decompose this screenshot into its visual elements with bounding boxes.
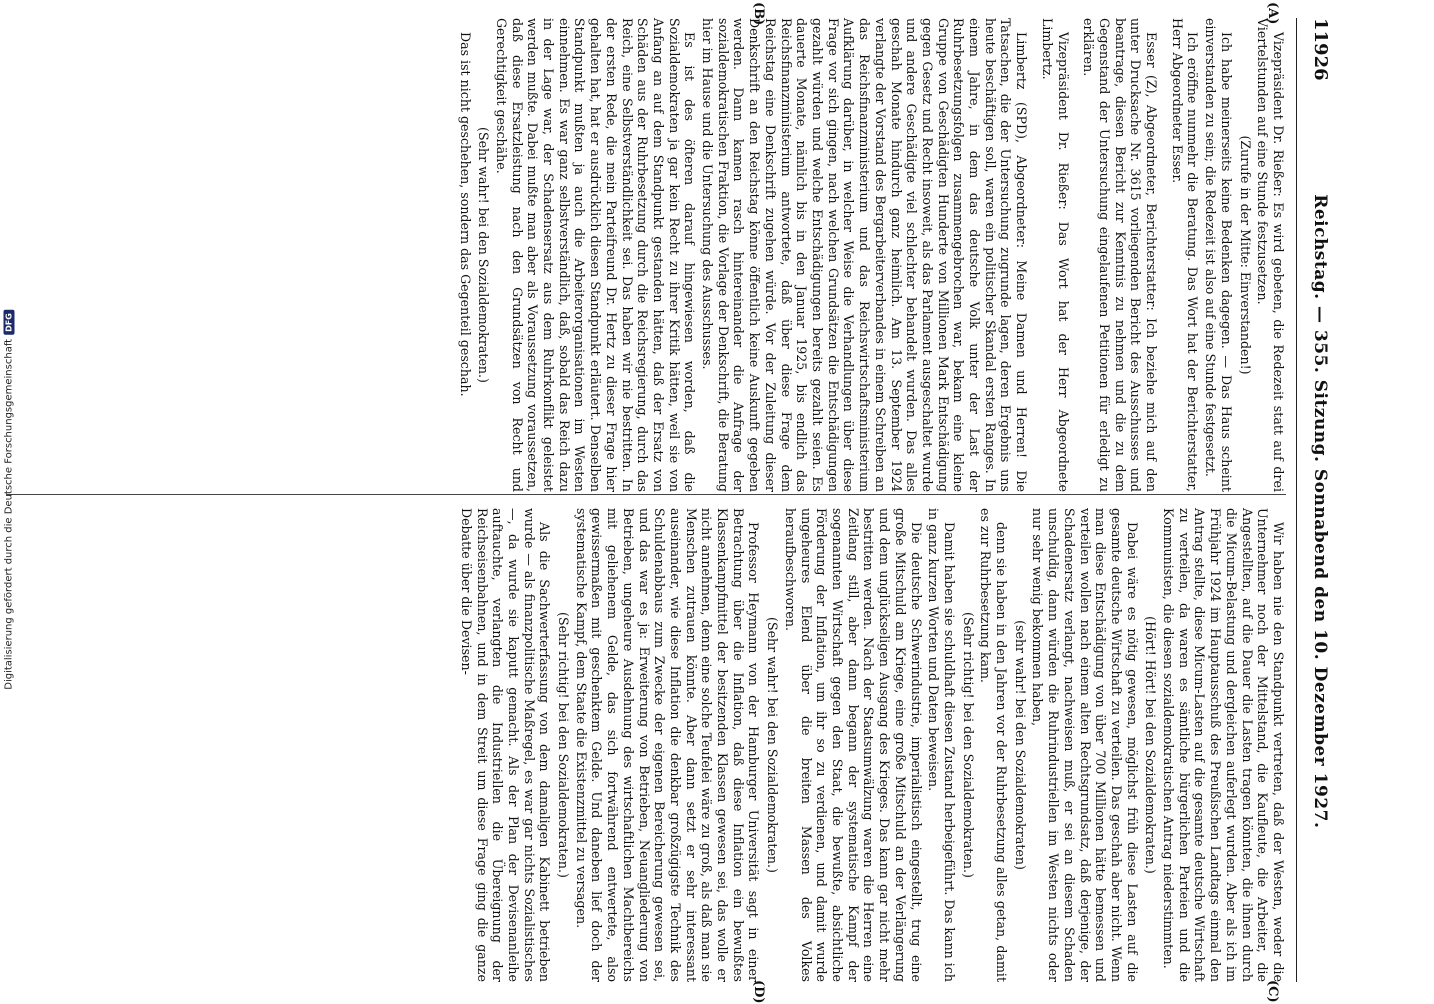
left-column <box>455 18 1286 492</box>
paragraph: Als die Sachwerterfassung von dem damaligen Kabinett betrieben wurde — als finanzpolitische Maßregel, es war gar nichts Sozialistisches —, da wurde sie kaputt gemacht. Als der Plan der Devisenanleihe auftauchte, verlangten die Industriellen die Übereignung der Reichseisenbahnen, und in dem Streit um diese Frage ging die ganze Debatte über die Devisen- <box>458 508 553 982</box>
interjection: (Sehr richtig! bei den Sozialdemokraten.) <box>556 612 572 878</box>
interjection: (Hört! Hört! bei den Sozialdemokraten.) <box>1143 616 1159 874</box>
margin-marker-a: (A) <box>1265 2 1280 25</box>
page-number: 11926 <box>1310 18 1331 81</box>
paragraph: Dabei wäre es nötig gewesen, möglichst früh diese Lasten auf die gesamte deutsche Wirtschaft zu verteilen. Das geschah aber nicht. Wenn man diese Entschädigung von über 700 Millionen hätte bemessen und verteilen wollen nach einem alten Rechtsgrundsatz, daß derjenige, der Schadenersatz verlangt, nachweisen muß, er sei an diesem Schaden unschuldig, dann würden die Ruhrindustriellen im Westen nichts oder nur sehr wenig bekommen haben, <box>1030 508 1140 982</box>
interjection: (Sehr richtig! bei den Sozialdemokraten.) <box>960 612 976 878</box>
dfg-logo: DFG <box>4 310 15 335</box>
paragraph: Die deutsche Schwerindustrie, imperialistisch eingestellt, trug eine große Mitschuld am Kriege, eine große Mitschuld an der Verlängerung und dem unglückseligen Ausgang des Krieges. Das kann gar nicht mehr bestritten werden. Nach der Staatsumwälzung waren die Herren eine Zeitlang still, aber dann begann der systematische Kampf der sogenannten Wirtschaft gegen den Staat, die bewußte, absichtliche Förderung der Inflation, um ihr so zu verdienen, und damit wurde ungeheures Elend über die breiten Massen des Volkes heraufbeschworen. <box>782 508 924 982</box>
margin-marker-d: (D) <box>751 980 766 1004</box>
paragraph: Ich eröffne nunmehr die Beratung. Das Wort hat der Berichterstatter, Herr Abgeordneter Esser. <box>1169 18 1201 492</box>
margin-marker-b: (B) <box>751 2 766 26</box>
page-header <box>1296 18 1331 982</box>
paragraph: Damit haben sie schuldhaft diesen Zustand herbeigeführt. Das kann ich in ganz kurzen Worten und Daten beweisen. <box>926 508 957 982</box>
right-column <box>456 508 1286 982</box>
paragraph: Wir haben nie den Standpunkt vertreten, daß der Westen, weder die Unternehmer noch der Mittelstand, die Kaufleute, die Arbeiter, die Angestellten, auf die Dauer die Lasten tragen könnten, die ihnen durch die Micum-Belastung und dergleichen auferlegt wurden. Aber als ich im Frühjahr 1924 im Hauptausschuß des Preußischen Landtags einmal den Antrag stellte, diese Micum-Lasten auf die gesamte deutsche Wirtschaft zu verteilen, da waren es sämtliche bürgerlichen Parteien und die Kommunisten, die diesen sozialdemokratischen Antrag niederstimmten. <box>1161 508 1286 982</box>
paragraph: Esser (Z), Abgeordneter, Berichterstatter: Ich beziehe mich auf den unter Drucksache Nr. 3615 vorliegenden Bericht des Ausschusses und beantrage, diesen Bericht zur Kenntnis zu nehmen und die zu dem Gegenstand der Untersuchung eingelaufenen Petitionen für erledigt zu erklären. <box>1081 18 1160 492</box>
paragraph: Vizepräsident Dr. Rießer: Es wird gebeten, die Redezeit statt auf drei Viertelstunden auf eine Stunde festzusetzen. <box>1255 18 1286 492</box>
paragraph: Ich habe meinerseits keine Bedenken dagegen. — Das Haus scheint einverstanden zu sein; die Redezeit ist also auf eine Stunde festgesetzt. <box>1203 18 1234 492</box>
funding-text: Digitalisierung gefördert durch die Deutsche Forschungsgemeinschaft <box>3 338 15 690</box>
interjection: (Sehr wahr! bei den Sozialdemokraten.) <box>476 127 492 383</box>
interjection: (Sehr wahr! bei den Sozialdemokraten.) <box>765 617 781 873</box>
margin-marker-c: (C) <box>1265 980 1280 1003</box>
page-title: Reichstag. — 355. Sitzung. Sonnabend den 10. Dezember 1927. <box>1310 194 1330 829</box>
paragraph: Vizepräsident Dr. Rießer: Das Wort hat der Herr Abgeordnete Limbertz. <box>1039 18 1071 492</box>
paragraph: denn sie haben in den Jahren vor der Ruhrbesetzung alles getan, damit es zur Ruhrbesetzung kam. <box>978 508 1010 982</box>
paragraph: Limbertz (SPD), Abgeordneter: Meine Damen und Herren! Die Tatsachen, die der Untersuchung zugrunde lagen, deren Ergebnis uns heute beschäftigen soll, waren ein politischer Skandal ersten Ranges. In einem Jahre, in dem das deutsche Volk unter der Last der Ruhrbesetzungsfolgen zusammengebrochen war, bekam eine kleine Gruppe von Geschädigten Hunderte von Millionen Mark Entschädigung gegen Gesetz und Recht insoweit, als das Parlament ausgeschaltet wurde und andere Geschädigte viel schlechter behandelt wurden. Das alles geschah Monate hindurch ganz heimlich. Am 13. September 1924 verlangte der Vorstand des Bergarbeiterverbandes in einem Schreiben an das Reichsfinanzministerium und das Reichswirtschaftsministerium Aufklärung darüber, in welcher Weise die Verhandlungen über diese Frage vor sich gingen, nach welchen Grundsätzen die Entschädigungen gezahlt würden und welche Entschädigungen bereits gezahlt seien. Es dauerte Monate, nämlich bis in den Januar 1925, bis endlich das Reichsfinanzministerium antwortete, daß über diese Frage dem Reichstag eine Denkschrift zugehen würde. Vor der Zuleitung dieser Denkschrift an den Reichstag könne öffentlich keine Auskunft gegeben werden. Dann kamen rasch hintereinander die Anfrage der sozialdemokratischen Fraktion, die Vorlage der Denkschrift, die Beratung hier im Hause und die Untersuchung des Ausschusses. <box>700 18 1030 492</box>
column-divider <box>6 494 1286 495</box>
paragraph: Es ist des öfteren darauf hingewiesen worden, daß die Sozialdemokraten ja gar kein Recht zu ihrer Kritik hätten, weil sie von Anfang an auf dem Standpunkt gestanden hätten, daß der Ersatz von Schäden aus der Ruhrbesetzung durch die Reichsregierung, durch das Reich, eine Selbstverständlichkeit sei. Das haben wir nie bestritten. In der ersten Rede, die mein Parteifreund Dr. Hertz zu dieser Frage hier gehalten hat, hat er ausdrücklich diesen Standpunkt erläutert. Denselben Standpunkt mußten ja auch die Arbeiterorganisationen im Westen einnehmen. Es war ganz selbstverständlich, daß, sobald das Reich dazu in der Lage war, der Schadensersatz aus dem Ruhrkonflikt geleistet werden mußte. Dabei mußte man aber als Voraussetzung voraussetzen, daß diese Ersatzleistung nach den Grundsätzen von Recht und Gerechtigkeit geschähe. <box>493 18 698 492</box>
interjection: (Zurufe in der Mitte: Einverstanden!) <box>1237 135 1253 375</box>
interjection: (sehr wahr! bei den Sozialdemokraten) <box>1012 620 1028 870</box>
paragraph: Professor Heymann von der Hamburger Universität sagt in einer Betrachtung über die Inflation, daß diese Inflation ein bewußtes Klassenkampfmittel der besitzenden Klassen gewesen sei, das wolle er nicht annehmen, denn eine solche Teufelei wäre zu groß, als daß man sie Menschen zutrauen könnte. Aber dann setzt er sehr interessant auseinander, wie diese Inflation die denkbar großzügigste Technik des Schuldenabbaus zum Zwecke der eigenen Bereicherung gewesen sei, und das war es ja: Erweiterung von Betrieben, Neuangliederung von Betrieben, ungeheure Ausdehnung des wirtschaftlichen Machtbereichs mit geliehenem Gelde, das sich fortwährend entwertete, also gewissermaßen mit geschenktem Gelde. Und daneben lief doch der systematische Kampf, dem Staate die Existenzmittel zu versagen. <box>573 508 762 982</box>
paragraph: Das ist nicht geschehen, sondern das Gegenteil geschah. <box>457 32 473 397</box>
